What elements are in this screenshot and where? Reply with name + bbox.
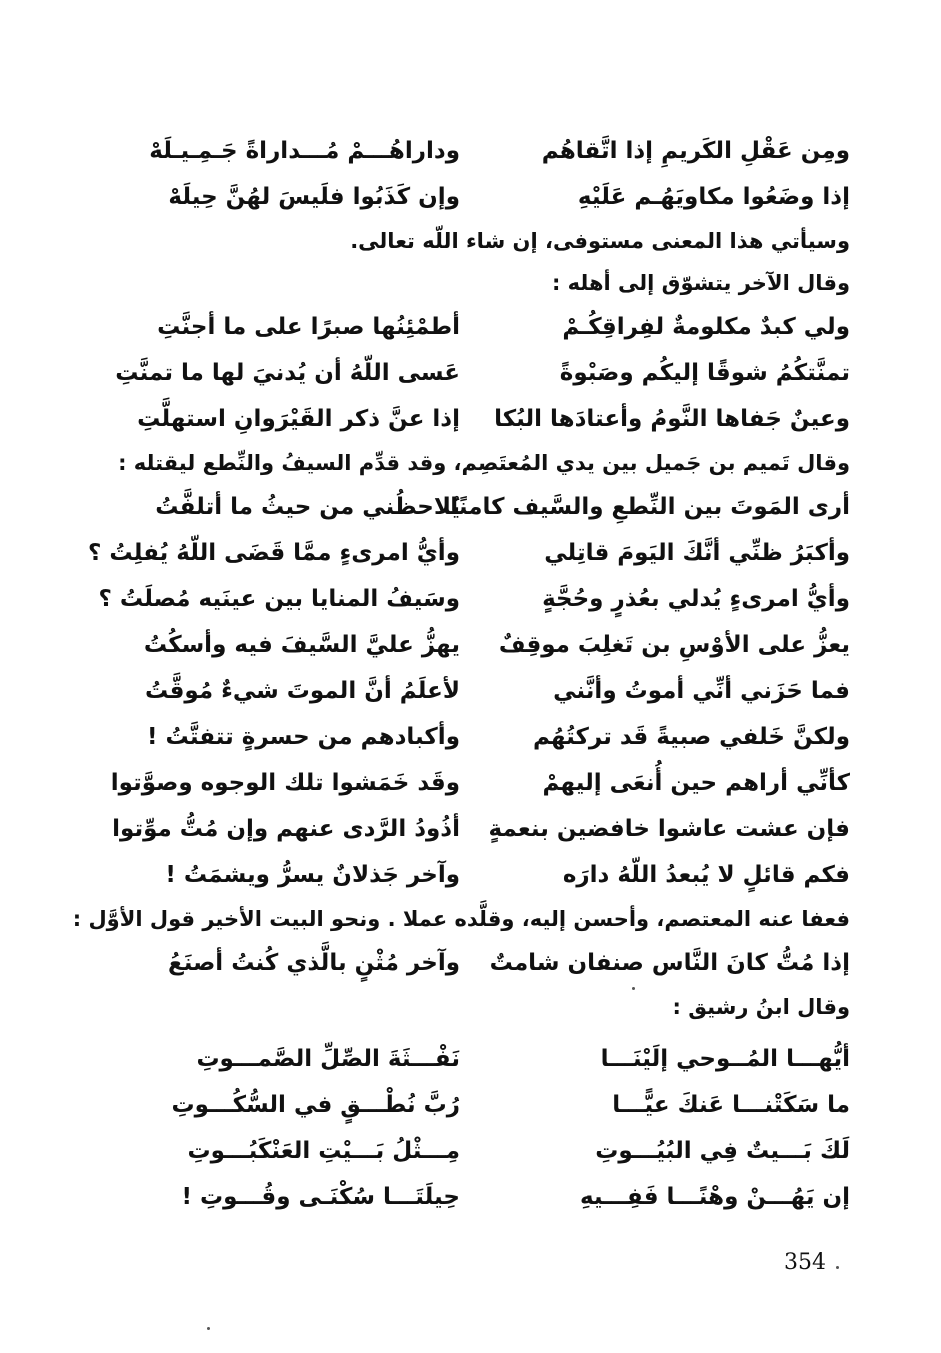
verse-line [70,714,850,760]
verse-second-hemistich: أطمْئِنُها صبرًا على ما أجنَّتِ [157,314,460,340]
verse-second-hemistich: وآخر مُثْنٍ بالَّذي كُنتُ أصنَعُ [167,950,460,976]
prose-line: وقال ابنُ رشيق : [672,995,850,1019]
verse-line [70,622,850,668]
verse-first-hemistich: تمنَّتكُمُ شوقًا إليكُم وصَبْوةً [559,360,850,386]
verse-line [70,940,850,986]
prose-line: وقال الآخر يتشوّق إلى أهله : [551,271,850,295]
verse-first-hemistich: ومِن عَقْلِ الكَريمِ إذا اتَّقاهُم [541,138,850,164]
verse-first-hemistich: ولي كبدٌ مكلومةٌ لفِراقِكُـمْ [562,314,850,340]
scan-speck [632,987,635,990]
verse-first-hemistich: يعزُّ على الأوْسِ بن تَغلِبَ موقِفٌ [498,632,850,658]
prose-line: فعفا عنه المعتصم، وأحسن إليه، وقلَّده عملا . ونحو البيت الأخير قول الأوَّل : [72,907,850,931]
verse-first-hemistich: إن يَهُـــنْ وهْنًـــا فَفِـــيهِ [579,1184,850,1210]
verse-first-hemistich: وأكبَرُ ظنِّي أنَّكَ اليَومَ قاتِلي [544,540,850,566]
verse-line [70,1036,850,1082]
verse-first-hemistich: وعينٌ جَفاها النَّومُ وأعتادَها البُكا [494,406,850,432]
verse-second-hemistich: نَفْـــثَةَ الصِّلِّ الصَّمـــوتِ [196,1046,460,1072]
verse-second-hemistich: أذُودُ الرَّدى عنهم وإن مُتُّ موِّتوا [112,816,460,842]
verse-first-hemistich: وأيُّ امرىءٍ يُدلي بعُذرٍ وحُجَّةٍ [542,586,850,612]
verse-second-hemistich: وداراهُـــمْ مُـــداراةً جَـمِـيـلَهْ [149,138,460,164]
verse-second-hemistich: وإن كَذَبُوا فلَيسَ لهُنَّ حِيلَهْ [168,184,460,210]
verse-second-hemistich: حِيلَتَـــا سُكْنَـى وقُـــوتِ ! [181,1184,460,1210]
verse-line [70,576,850,622]
verse-line [70,668,850,714]
verse-first-hemistich: إذا وضَعُوا مكاويَهُـم عَلَيْهِ [577,184,850,210]
verse-second-hemistich: وقَد خَمَشوا تلك الوجوه وصوَّتوا [110,770,460,796]
verse-second-hemistich: إذا عنَّ ذكر القَيْرَوانِ استهلَّتِ [137,406,460,432]
verse-first-hemistich: فكم قائلٍ لا يُبعدُ اللّهُ دارَه [562,862,850,888]
verse-second-hemistich: وسَيفُ المنايا بين عينَيه مُصلَتُ ؟ [98,586,460,612]
verse-line [70,1174,850,1220]
verse-second-hemistich: رُبَّ نُطْـــقٍ في السُّكُـــوتِ [171,1092,460,1118]
verse-line [70,1082,850,1128]
scan-speck [207,1327,210,1330]
verse-first-hemistich: فما حَزَني أنِّي أموتُ وأنَّني [553,678,850,704]
verse-line [70,806,850,852]
verse-second-hemistich: مِـــثْلُ بَـــيْتِ العَنْكَبُـــوتِ [187,1138,460,1164]
verse-second-hemistich: لأعلَمُ أنَّ الموتَ شيءٌ مُوقَّتُ [145,678,460,704]
section-spacer [70,1028,850,1036]
verse-second-hemistich: وأيُّ امرىءٍ ممَّا قَضَى اللّهُ يُفلِتُ ؟ [88,540,460,566]
verse-first-hemistich: إذا مُتُّ كانَ النَّاس صنفان شامتٌ [489,950,850,976]
verse-line [70,484,850,530]
verse-second-hemistich: يُلاحظُني من حيثُ ما أتلفَّتُ [155,494,460,520]
verse-first-hemistich: ما سَكَتْنـــا عَنكَ عيًّـــا [612,1092,850,1118]
verse-line [70,350,850,396]
verse-first-hemistich: ولكنَّ خَلفي صبيةً قَد تركتُهُم [532,724,850,750]
verse-line [70,1128,850,1174]
verse-second-hemistich: يهزُّ عليَّ السَّيفَ فيه وأسكُتُ [143,632,460,658]
verse-first-hemistich: فإن عشت عاشوا خافضين بنعمةٍ [488,816,850,842]
verse-second-hemistich: وآخر جَذلانٌ يسرُّ ويشمَتُ ! [165,862,460,888]
verse-second-hemistich: وأكبادهم من حسرةٍ تتفتَّتُ ! [146,724,460,750]
verse-first-hemistich: كأنِّي أراهم حين أُنعَى إليهمْ [542,770,850,796]
verse-line [70,852,850,898]
verse-second-hemistich: عَسى اللّهُ أن يُدنيَ لها ما تمنَّتِ [115,360,460,386]
verse-line [70,530,850,576]
verse-first-hemistich: أيُّهـــا المُــوحي إلَيْنَـــا [600,1046,850,1072]
prose-line: وقال تَميم بن جَميل بين يدي المُعتَصِم، وقد قدِّم السيفُ والنِّطع ليقتله : [118,451,850,475]
verse-line [70,304,850,350]
verse-first-hemistich: لَكَ بَـــيتٌ فِي البُيُـــوتِ [595,1138,850,1164]
verse-line [70,128,850,174]
verse-line [70,760,850,806]
prose-line: وسيأتي هذا المعنى مستوفى، إن شاء اللّه تعالى. [350,229,850,253]
verse-first-hemistich: أرى المَوتَ بين النِّطعِ والسَّيف كامنًا [450,494,850,520]
verse-line [70,174,850,220]
page-body [70,128,850,1220]
verse-line [70,396,850,442]
page-number: 354 [784,1250,826,1275]
scan-speck [836,1266,839,1269]
